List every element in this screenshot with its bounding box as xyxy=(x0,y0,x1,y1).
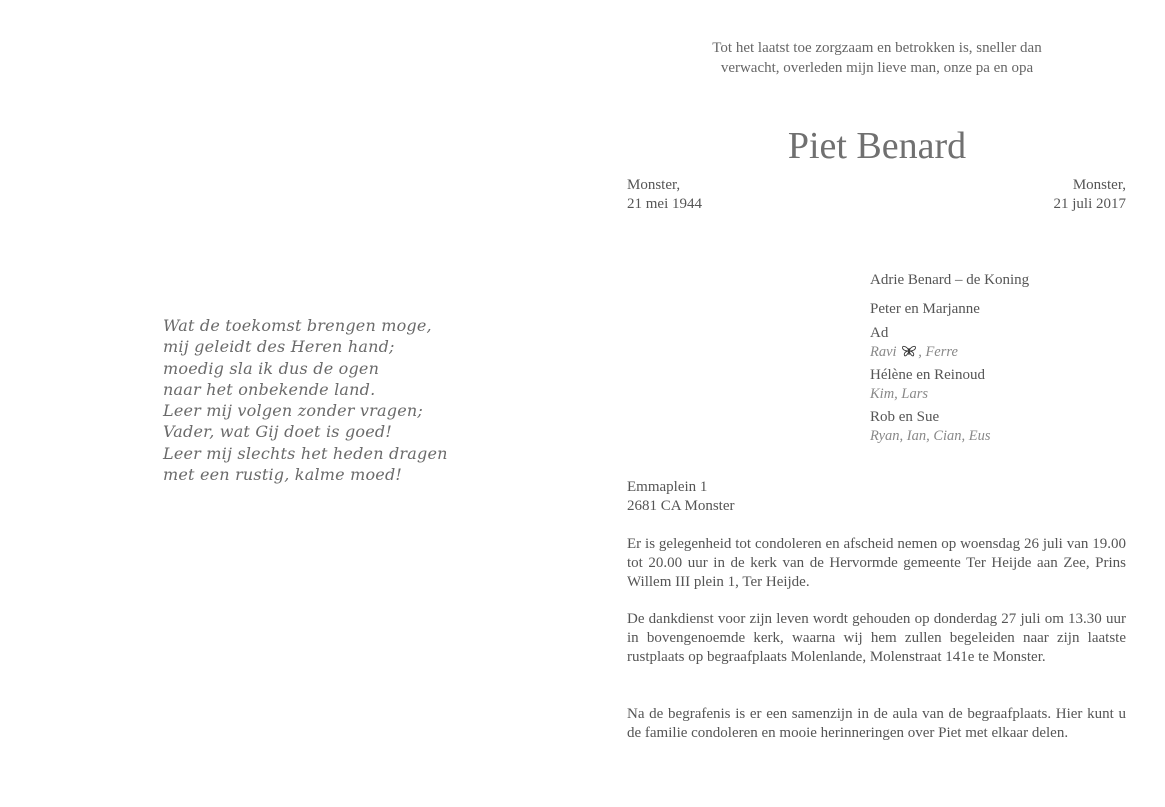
poem-line: Leer mij slechts het heden dragen xyxy=(163,443,448,463)
home-address xyxy=(627,478,735,516)
poem-line: Leer mij volgen zonder vragen; xyxy=(163,401,423,421)
poem-line: naar het onbekende land. xyxy=(163,379,376,399)
birth-info xyxy=(627,176,702,214)
grandchild-name: , Ferre xyxy=(918,344,958,360)
grandchildren-names: Ryan, Ian, Cian, Eus xyxy=(870,428,991,444)
poem-line: mij geleidt des Heren hand; xyxy=(163,337,395,357)
intro-line-1: Tot het laatst toe zorgzaam en betrokken is, sneller dan xyxy=(712,40,1042,56)
butterfly-icon xyxy=(901,344,917,356)
poem-line: met een rustig, kalme moed! xyxy=(163,465,403,485)
condolence-paragraph: Er is gelegenheid tot condoleren en afscheid nemen op woensdag 26 juli van 19.00 tot 20.00 uur in de kerk van de Hervormde gemeente Ter Heijde aan Zee, Prins Willem III plein 1, Ter Heijde. xyxy=(627,536,1126,590)
poem-line: Wat de toekomst brengen moge, xyxy=(163,316,432,335)
gathering-paragraph: Na de begrafenis is er een samenzijn in de aula van de begraafplaats. Hier kunt u de familie condoleren en mooie herinneringen over Piet met elkaar delen. xyxy=(627,706,1126,741)
death-date: 21 juli 2017 xyxy=(1053,196,1126,212)
grandchild-name: Ravi xyxy=(870,344,897,360)
death-place: Monster, xyxy=(1072,177,1126,193)
birth-date: 21 mei 1944 xyxy=(627,196,702,212)
grandchildren-names xyxy=(870,343,1130,361)
child-names: Rob en Sue xyxy=(870,409,940,425)
death-info xyxy=(926,176,1126,214)
poem-line: moedig sla ik dus de ogen xyxy=(163,358,380,378)
service-paragraph: De dankdienst voor zijn leven wordt gehouden op donderdag 27 juli om 13.30 uur in bovengenoemde kerk, waarna wij hem zullen begeleiden naar zijn laatste rustplaats op begraafplaats Molenlande, Molenstraat 141e te Monster. xyxy=(627,611,1126,665)
child-names: Hélène en Reinoud xyxy=(870,367,985,383)
address-street: Emmaplein 1 xyxy=(627,479,708,495)
family-list xyxy=(870,270,1130,449)
poem xyxy=(163,315,483,485)
intro-line-2: verwacht, overleden mijn lieve man, onze pa en opa xyxy=(720,59,1034,76)
child-names: Ad xyxy=(870,325,889,341)
address-city: 2681 CA Monster xyxy=(627,498,735,514)
child-names: Peter en Marjanne xyxy=(870,301,980,317)
spouse-name: Adrie Benard – de Koning xyxy=(870,272,1030,288)
poem-line: Vader, wat Gij doet is goed! xyxy=(163,422,392,442)
birth-place: Monster, xyxy=(627,177,681,193)
deceased-name: Piet Benard xyxy=(787,125,967,167)
announcement-intro xyxy=(627,39,1127,78)
grandchildren-names: Kim, Lars xyxy=(870,386,929,402)
